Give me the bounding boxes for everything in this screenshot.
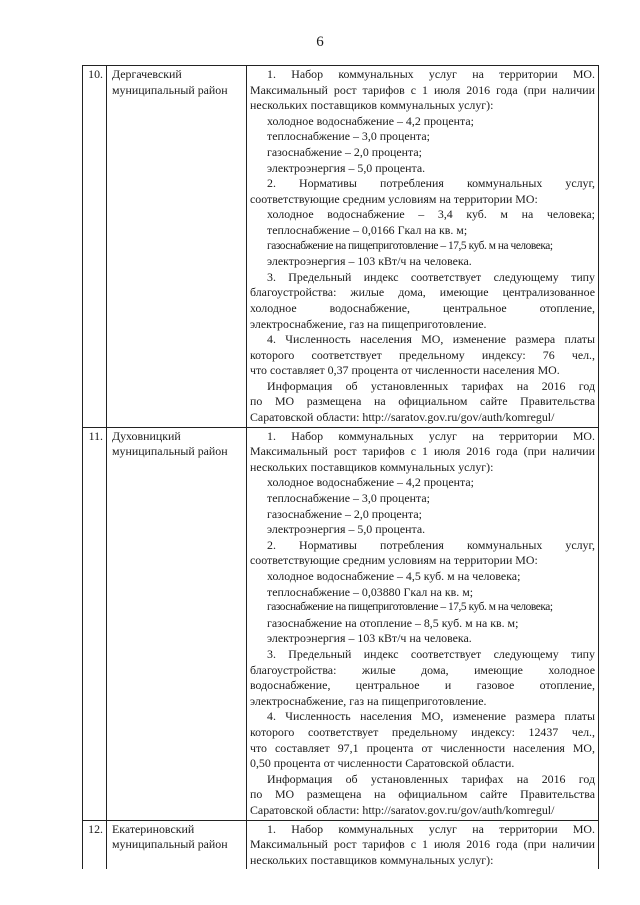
- info-line: по МО размещена на официальном сайте Правительства: [250, 394, 595, 409]
- info-line: теплоснабжение – 0,03880 Гкал на кв. м;: [267, 584, 474, 599]
- info-line: нескольких поставщиков коммунальных услуг):: [250, 98, 494, 113]
- info-line: 2. Нормативы потребления коммунальных услуг,: [267, 537, 595, 552]
- info-line: холодное водоснабжение – 4,2 процента;: [267, 475, 474, 490]
- tariff-info: [247, 66, 599, 428]
- tariff-info: [247, 427, 599, 820]
- page-number: 6: [316, 34, 324, 50]
- info-line: холодное водоснабжение, центральное отопление,: [250, 300, 595, 315]
- info-line: Максимальный рост тарифов с 1 июля 2016 года (при наличии: [250, 82, 595, 97]
- info-line: газоснабжение на отопление – 8,5 куб. м на кв. м;: [267, 615, 519, 630]
- info-line: нескольких поставщиков коммунальных услуг):: [250, 852, 494, 867]
- info-line: 4. Численность населения МО, изменение размера платы: [267, 709, 595, 724]
- info-line: 3. Предельный индекс соответствует следующему типу: [267, 646, 595, 661]
- info-line: 0,50 процента от численности Саратовской области.: [250, 756, 515, 771]
- info-line: холодное водоснабжение – 3,4 куб. м на человека;: [267, 207, 595, 222]
- info-line: что составляет 97,1 процента от численности населения МО,: [250, 740, 595, 755]
- info-line: благоустройства: жилые дома, имеющие централизованное: [250, 285, 595, 300]
- info-line: Максимальный рост тарифов с 1 июля 2016 года (при наличии: [250, 837, 595, 852]
- info-line: электроэнергия – 103 кВт/ч на человека.: [267, 631, 472, 646]
- district-name: [107, 427, 247, 820]
- info-line: электроснабжение, газ на пищеприготовление.: [250, 316, 487, 331]
- info-line: нескольких поставщиков коммунальных услуг):: [250, 459, 494, 474]
- info-line: электроснабжение, газ на пищеприготовление.: [250, 693, 487, 708]
- info-line: которого соответствует предельному индексу: 76 чел.,: [250, 347, 595, 362]
- table-row: [83, 820, 599, 869]
- info-line: Саратовской области: http://saratov.gov.ru/gov/auth/komregul/: [250, 802, 555, 817]
- info-line: газоснабжение на пищеприготовление – 17,5 куб. м на человека;: [267, 601, 553, 614]
- tariff-info: [247, 820, 599, 869]
- info-line: газоснабжение на пищеприготовление – 17,5 куб. м на человека;: [267, 239, 553, 252]
- info-line: электроэнергия – 103 кВт/ч на человека.: [267, 254, 472, 269]
- info-line: Информация об установленных тарифах на 2016 год: [267, 771, 595, 786]
- info-line: электроэнергия – 5,0 процента.: [267, 160, 426, 175]
- info-line: 3. Предельный индекс соответствует следующему типу: [267, 269, 595, 284]
- info-line: теплоснабжение – 3,0 процента;: [267, 129, 430, 144]
- district-name: [107, 820, 247, 869]
- info-line: теплоснабжение – 3,0 процента;: [267, 491, 430, 506]
- info-line: благоустройства: жилые дома, имеющие холодное: [250, 662, 595, 677]
- district-name-line: муниципальный район: [112, 837, 228, 852]
- district-name-line: Духовницкий: [112, 428, 181, 443]
- table-row: [83, 66, 599, 428]
- info-line: газоснабжение – 2,0 процента;: [267, 506, 422, 521]
- district-name-line: муниципальный район: [112, 82, 228, 97]
- tariff-table: [82, 65, 599, 869]
- info-line: 2. Нормативы потребления коммунальных услуг,: [267, 176, 595, 191]
- info-line: Информация об установленных тарифах на 2016 год: [267, 378, 595, 393]
- info-line: газоснабжение – 2,0 процента;: [267, 144, 422, 159]
- info-line: холодное водоснабжение – 4,2 процента;: [267, 113, 474, 128]
- info-line: Саратовской области: http://saratov.gov.ru/gov/auth/komregul/: [250, 410, 555, 425]
- district-name-line: Екатериновский: [112, 821, 195, 836]
- district-name-line: муниципальный район: [112, 444, 228, 459]
- row-number: 12.: [83, 820, 107, 869]
- info-line: Максимальный рост тарифов с 1 июля 2016 года (при наличии: [250, 444, 595, 459]
- district-name: [107, 66, 247, 428]
- info-line: которого соответствует предельному индексу: 12437 чел.,: [250, 724, 595, 739]
- info-line: соответствующие средним условиям на территории МО:: [250, 553, 538, 568]
- district-name-line: Дергачевский: [112, 67, 182, 81]
- info-line: по МО размещена на официальном сайте Правительства: [250, 787, 595, 802]
- info-line: 1. Набор коммунальных услуг на территории МО.: [267, 428, 595, 443]
- row-number: 11.: [83, 427, 107, 820]
- info-line: 1. Набор коммунальных услуг на территории МО.: [267, 821, 595, 836]
- info-line: водоснабжение, центральное и газовое отопление,: [250, 678, 595, 693]
- info-line: холодное водоснабжение – 4,5 куб. м на человека;: [267, 569, 521, 583]
- info-line: соответствующие средним условиям на территории МО:: [250, 191, 538, 206]
- info-line: 1. Набор коммунальных услуг на территории МО.: [267, 67, 595, 81]
- info-line: что составляет 0,37 процента от численности населения МО.: [250, 363, 560, 378]
- row-number: 10.: [83, 66, 107, 428]
- table-row: [83, 427, 599, 820]
- info-line: электроэнергия – 5,0 процента.: [267, 522, 426, 537]
- info-line: 4. Численность населения МО, изменение размера платы: [267, 332, 595, 347]
- info-line: теплоснабжение – 0,0166 Гкал на кв. м;: [267, 222, 468, 237]
